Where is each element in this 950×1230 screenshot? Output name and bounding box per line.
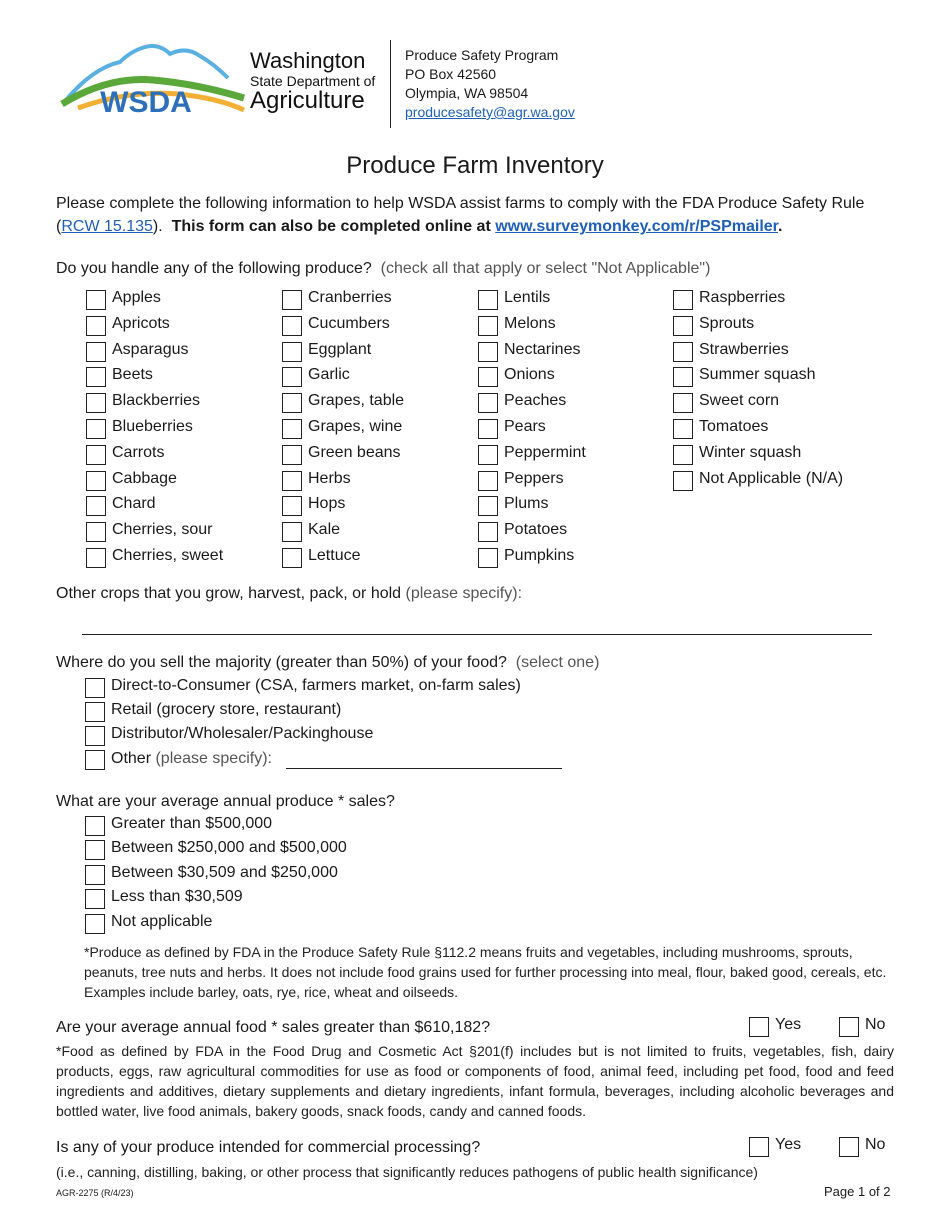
channel-option-label: Retail (grocery store, restaurant) <box>111 701 342 718</box>
org-name <box>250 50 375 113</box>
checkbox-q4-no[interactable] <box>839 1017 859 1037</box>
checkbox-strawberries[interactable] <box>673 342 693 362</box>
checkbox-cranberries[interactable] <box>282 290 302 310</box>
checkbox-apricots[interactable] <box>86 316 106 336</box>
checkbox-cabbage[interactable] <box>86 471 106 491</box>
produce-label: Pears <box>504 418 546 435</box>
produce-label: Grapes, wine <box>308 418 403 435</box>
produce-label: Nectarines <box>504 341 581 358</box>
checkbox-sprouts[interactable] <box>673 316 693 336</box>
checkbox-peppermint[interactable] <box>478 445 498 465</box>
checkbox-q5-no[interactable] <box>839 1137 859 1157</box>
checkbox-onions[interactable] <box>478 367 498 387</box>
produce-label: Sweet corn <box>699 392 780 409</box>
produce-label: Blackberries <box>112 392 201 409</box>
sales-option-label: Between $250,000 and $500,000 <box>111 839 347 856</box>
produce-label: Potatoes <box>504 521 568 538</box>
wsda-logo <box>58 38 248 118</box>
svg-text:WSDA: WSDA <box>100 86 192 118</box>
city: Olympia, WA 98504 <box>405 85 529 101</box>
checkbox-lentils[interactable] <box>478 290 498 310</box>
produce-label: Plums <box>504 495 549 512</box>
header-divider <box>390 40 391 128</box>
checkbox-cherries-sweet[interactable] <box>86 548 106 568</box>
q1-question: Do you handle any of the following produce? (check all that apply or select "Not Applicable") <box>56 260 711 277</box>
checkbox-sales-2[interactable] <box>85 865 105 885</box>
produce-label: Kale <box>308 521 341 538</box>
checkbox-sales-1[interactable] <box>85 840 105 860</box>
produce-label: Melons <box>504 315 556 332</box>
channel-option-label: Direct-to-Consumer (CSA, farmers market, on-farm sales) <box>111 677 521 694</box>
checkbox-sweet-corn[interactable] <box>673 393 693 413</box>
produce-label: Chard <box>112 495 156 512</box>
produce-label: Garlic <box>308 366 350 383</box>
food-footnote: *Food as defined by FDA in the Food Drug and Cosmetic Act §201(f) includes but is not limited to fruits, vegetables, fish, dairy products, eggs, raw agricultural commodities for use as food or components of food, animal feed, including pet food, food and feed ingredients and additives, dietary supplements and dietary ingredients, infant formula, beverages, including alcoholic beverages and bottled water, live food animals, bakery goods, snack foods, candy and canned foods. <box>56 1043 894 1119</box>
produce-label: Pumpkins <box>504 547 575 564</box>
checkbox-q4-yes[interactable] <box>749 1017 769 1037</box>
checkbox-hops[interactable] <box>282 496 302 516</box>
checkbox-sales-4[interactable] <box>85 914 105 934</box>
checkbox-sales-0[interactable] <box>85 816 105 836</box>
checkbox-cherries-sour[interactable] <box>86 522 106 542</box>
checkbox-garlic[interactable] <box>282 367 302 387</box>
sales-option-label: Less than $30,509 <box>111 888 243 905</box>
rcw-link[interactable]: RCW 15.135 <box>61 218 153 235</box>
produce-label: Lettuce <box>308 547 361 564</box>
checkbox-melons[interactable] <box>478 316 498 336</box>
checkbox-herbs[interactable] <box>282 471 302 491</box>
po-box: PO Box 42560 <box>405 66 497 82</box>
checkbox-peaches[interactable] <box>478 393 498 413</box>
checkbox-eggplant[interactable] <box>282 342 302 362</box>
q5-question: Is any of your produce intended for commercial processing? <box>56 1139 481 1156</box>
org-line2: State Department of <box>250 73 376 89</box>
checkbox-carrots[interactable] <box>86 445 106 465</box>
checkbox-channel-0[interactable] <box>85 678 105 698</box>
org-line3: Agriculture <box>250 87 365 114</box>
checkbox-chard[interactable] <box>86 496 106 516</box>
produce-label: Apricots <box>112 315 170 332</box>
checkbox-blueberries[interactable] <box>86 419 106 439</box>
produce-label: Tomatoes <box>699 418 769 435</box>
produce-label: Not Applicable (N/A) <box>699 470 844 487</box>
checkbox-cucumbers[interactable] <box>282 316 302 336</box>
produce-label: Summer squash <box>699 366 816 383</box>
page-number: Page 1 of 2 <box>824 1184 891 1199</box>
sales-option-label: Not applicable <box>111 913 213 930</box>
produce-label: Apples <box>112 289 161 306</box>
produce-label: Peppers <box>504 470 564 487</box>
form-id: AGR-2275 (R/4/23) <box>56 1188 134 1198</box>
processing-note: (i.e., canning, distilling, baking, or other process that significantly reduces pathogens of public health significance) <box>56 1164 758 1180</box>
survey-link[interactable]: www.surveymonkey.com/r/PSPmailer <box>495 218 779 235</box>
q4-no-label: No <box>865 1016 886 1033</box>
produce-label: Winter squash <box>699 444 802 461</box>
produce-label: Cherries, sour <box>112 521 213 538</box>
checkbox-grapes-table[interactable] <box>282 393 302 413</box>
checkbox-channel-1[interactable] <box>85 702 105 722</box>
q4-question: Are your average annual food * sales greater than $610,182? <box>56 1019 491 1036</box>
checkbox-winter-squash[interactable] <box>673 445 693 465</box>
q2-question: Where do you sell the majority (greater than 50%) of your food? (select one) <box>56 654 600 671</box>
q4-yes-label: Yes <box>775 1016 802 1033</box>
checkbox-kale[interactable] <box>282 522 302 542</box>
checkbox-nectarines[interactable] <box>478 342 498 362</box>
produce-label: Peaches <box>504 392 567 409</box>
checkbox-pumpkins[interactable] <box>478 548 498 568</box>
produce-label: Carrots <box>112 444 165 461</box>
checkbox-potatoes[interactable] <box>478 522 498 542</box>
produce-label: Peppermint <box>504 444 586 461</box>
checkbox-tomatoes[interactable] <box>673 419 693 439</box>
program-name: Produce Safety Program <box>405 47 559 63</box>
produce-label: Green beans <box>308 444 401 461</box>
produce-label: Lentils <box>504 289 551 306</box>
intro-paragraph: Please complete the following information to help WSDA assist farms to comply with the FDA Produce Safety Rule (RCW 15.135). This form can also be completed online at www.surveymonkey.com/r/PSPmailer. <box>56 195 865 235</box>
produce-label: Asparagus <box>112 341 189 358</box>
other-channel-label: Other (please specify): <box>111 750 272 767</box>
produce-label: Cherries, sweet <box>112 547 224 564</box>
checkbox-asparagus[interactable] <box>86 342 106 362</box>
produce-label: Sprouts <box>699 315 755 332</box>
other-channel-line[interactable] <box>286 768 562 769</box>
produce-label: Beets <box>112 366 153 383</box>
email-link[interactable]: producesafety@agr.wa.gov <box>405 104 575 120</box>
produce-label: Blueberries <box>112 418 193 435</box>
q3-question: What are your average annual produce * sales? <box>56 793 395 810</box>
produce-label: Eggplant <box>308 341 372 358</box>
other-crops-question: Other crops that you grow, harvest, pack, or hold (please specify): <box>56 585 523 602</box>
checkbox-blackberries[interactable] <box>86 393 106 413</box>
checkbox-q5-yes[interactable] <box>749 1137 769 1157</box>
checkbox-other-channel[interactable] <box>85 750 105 770</box>
checkbox-not-applicable-n-a[interactable] <box>673 471 693 491</box>
address-block <box>405 46 575 122</box>
other-crops-line[interactable] <box>82 634 872 635</box>
checkbox-channel-2[interactable] <box>85 726 105 746</box>
produce-label: Herbs <box>308 470 351 487</box>
checkbox-green-beans[interactable] <box>282 445 302 465</box>
org-line1: Washington <box>250 48 366 73</box>
page-title: Produce Farm Inventory <box>346 152 604 179</box>
checkbox-peppers[interactable] <box>478 471 498 491</box>
channel-option-label: Distributor/Wholesaler/Packinghouse <box>111 725 374 742</box>
produce-label: Onions <box>504 366 555 383</box>
checkbox-beets[interactable] <box>86 367 106 387</box>
sales-option-label: Between $30,509 and $250,000 <box>111 864 338 881</box>
checkbox-sales-3[interactable] <box>85 889 105 909</box>
produce-label: Cranberries <box>308 289 392 306</box>
produce-label: Strawberries <box>699 341 789 358</box>
checkbox-grapes-wine[interactable] <box>282 419 302 439</box>
q5-no-label: No <box>865 1136 886 1153</box>
sales-option-label: Greater than $500,000 <box>111 815 273 832</box>
checkbox-raspberries[interactable] <box>673 290 693 310</box>
checkbox-summer-squash[interactable] <box>673 367 693 387</box>
produce-label: Cucumbers <box>308 315 390 332</box>
produce-label: Hops <box>308 495 346 512</box>
q5-yes-label: Yes <box>775 1136 802 1153</box>
checkbox-lettuce[interactable] <box>282 548 302 568</box>
checkbox-pears[interactable] <box>478 419 498 439</box>
produce-label: Cabbage <box>112 470 177 487</box>
produce-label: Raspberries <box>699 289 786 306</box>
produce-footnote: *Produce as defined by FDA in the Produce Safety Rule §112.2 means fruits and vegetables, including mushrooms, sprouts, peanuts, tree nuts and herbs. It does not include food grains used for further processing into meal, flour, baked good, cereals, etc. Examples include barley, oats, rye, rice, wheat and oilseeds. <box>84 944 887 1000</box>
checkbox-apples[interactable] <box>86 290 106 310</box>
produce-label: Grapes, table <box>308 392 405 409</box>
checkbox-plums[interactable] <box>478 496 498 516</box>
